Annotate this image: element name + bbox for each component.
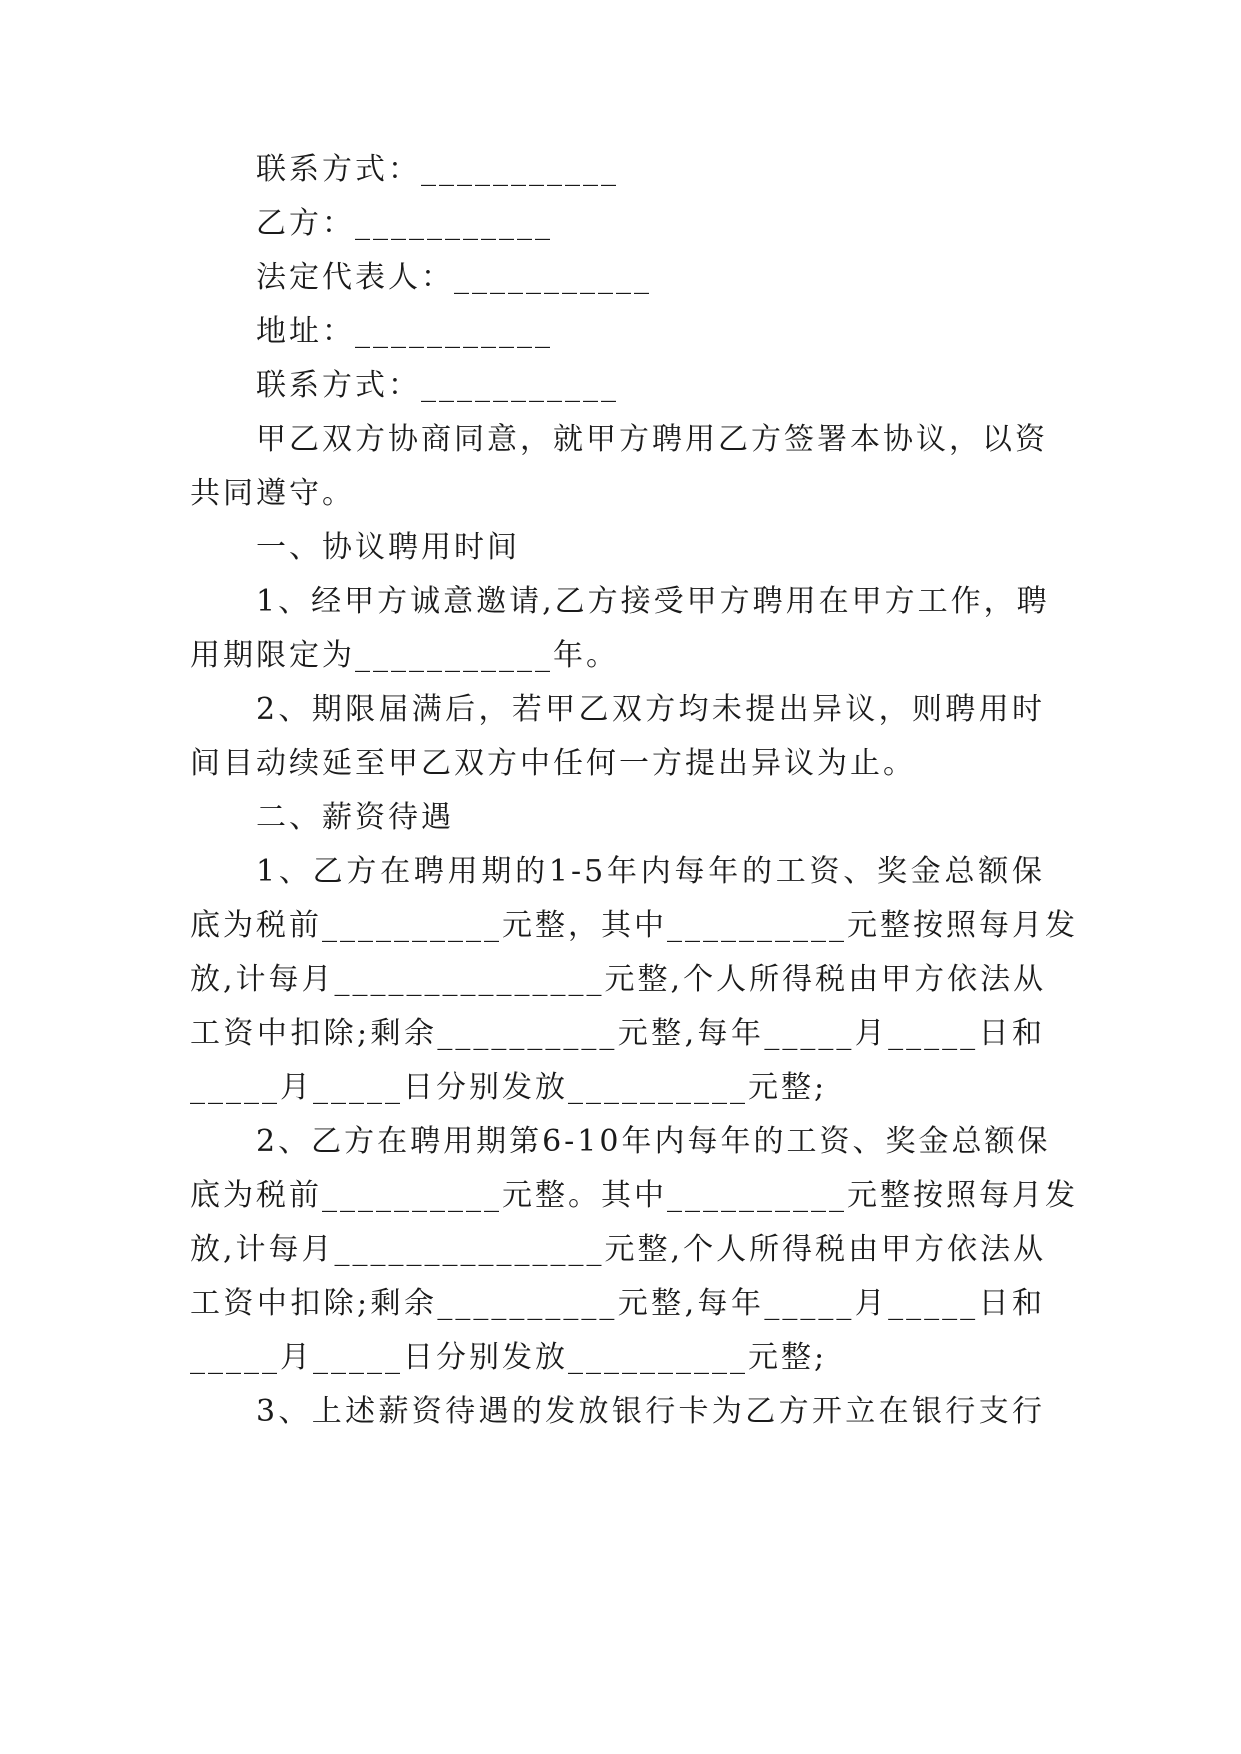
clause-2-2-line-4: 工资中扣除;剩余__________元整,每年_____月_____日和 bbox=[190, 1286, 1045, 1321]
party-b-field: 乙方：___________ bbox=[256, 206, 553, 241]
clause-2-1-line-3: 放,计每月_______________元整,个人所得税由甲方依法从 bbox=[190, 962, 1047, 997]
section-heading-1: 一、协议聘用时间 bbox=[256, 530, 520, 565]
clause-2-1-line-2: 底为税前__________元整，其中__________元整按照每月发 bbox=[190, 908, 1078, 943]
preamble-line-1: 甲乙双方协商同意，就甲方聘用乙方签署本协议，以资 bbox=[256, 422, 1048, 457]
clause-1-2-line-1: 2、期限届满后，若甲乙双方均未提出异议，则聘用时 bbox=[256, 692, 1045, 727]
clause-2-2-line-3: 放,计每月_______________元整,个人所得税由甲方依法从 bbox=[190, 1232, 1047, 1267]
clause-2-2-line-1: 2、乙方在聘用期第6-10年内每年的工资、奖金总额保 bbox=[256, 1124, 1051, 1159]
party-a-contact-field: 联系方式：___________ bbox=[256, 152, 619, 187]
party-b-contact-field: 联系方式：___________ bbox=[256, 368, 619, 403]
clause-2-1-line-1: 1、乙方在聘用期的1-5年内每年的工资、奖金总额保 bbox=[256, 854, 1045, 889]
clause-2-2-line-2: 底为税前__________元整。其中__________元整按照每月发 bbox=[190, 1178, 1078, 1213]
party-b-address-field: 地址：___________ bbox=[256, 314, 553, 349]
clause-2-3-line-1: 3、上述薪资待遇的发放银行卡为乙方开立在银行支行 bbox=[256, 1394, 1045, 1429]
section-heading-2: 二、薪资待遇 bbox=[256, 800, 454, 835]
preamble-line-2: 共同遵守。 bbox=[190, 476, 355, 511]
clause-1-2-line-2: 间目动续延至甲乙双方中任何一方提出异议为止。 bbox=[190, 746, 916, 781]
clause-2-1-line-5: _____月_____日分别发放__________元整; bbox=[190, 1070, 828, 1105]
clause-2-2-line-5: _____月_____日分别发放__________元整; bbox=[190, 1340, 828, 1375]
party-b-legal-rep-field: 法定代表人：___________ bbox=[256, 260, 652, 295]
clause-1-1-line-2: 用期限定为___________年。 bbox=[190, 638, 619, 673]
clause-2-1-line-4: 工资中扣除;剩余__________元整,每年_____月_____日和 bbox=[190, 1016, 1045, 1051]
clause-1-1-line-1: 1、经甲方诚意邀请,乙方接受甲方聘用在甲方工作，聘 bbox=[256, 584, 1050, 619]
